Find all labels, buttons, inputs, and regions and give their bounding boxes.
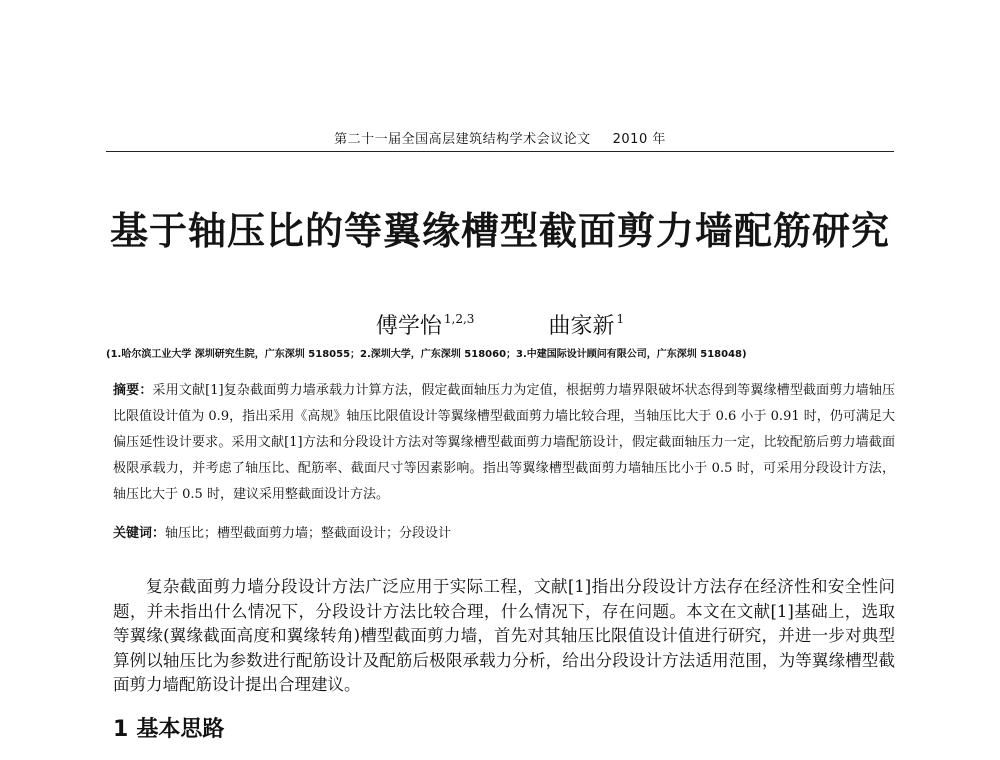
running-header: [106, 128, 894, 147]
intro-paragraph: 复杂截面剪力墙分段设计方法广泛应用于实际工程，文献[1]指出分段设计方法存在经济性和安全性问题，并未指出什么情况下，分段设计方法比较合理，什么情况下，存在问题。本文在文献[1]基础上，选取等翼缘(翼缘截面高度和翼缘转角)槽型截面剪力墙，首先对其轴压比限值设计值进行研究，并进一步对典型算例以轴压比为参数进行配筋设计及配筋后极限承载力分析，给出分段设计方法适用范围，为等翼缘槽型截面剪力墙配筋设计提出合理建议。: [113, 577, 895, 694]
affiliations: (1.哈尔滨工业大学 深圳研究生院，广东深圳 518055；2.深圳大学，广东深圳 518060；3.中建国际设计顾问有限公司，广东深圳 518048): [106, 349, 747, 360]
paper-title: 基于轴压比的等翼缘槽型截面剪力墙配筋研究: [109, 209, 890, 253]
abstract-label: 摘要：: [113, 383, 153, 398]
section-heading: [113, 712, 224, 743]
author-list: [0, 309, 1000, 340]
conference-name: 第二十一届全国高层建筑结构学术会议论文: [334, 132, 591, 147]
author-2-affil: 1: [616, 312, 625, 326]
section-number: 1: [113, 717, 129, 742]
abstract: [113, 378, 895, 508]
author-1-affil: 1,2,3: [443, 312, 475, 326]
conference-year: 2010 年: [612, 132, 666, 147]
header-rule: [106, 151, 894, 152]
author-2: [548, 309, 624, 340]
section-title: 基本思路: [136, 717, 225, 742]
abstract-text: 采用文献[1]复杂截面剪力墙承载力计算方法，假定截面轴压力为定值，根据剪力墙界限破坏状态得到等翼缘槽型截面剪力墙轴压比限值设计值为 0.9，指出采用《高规》轴压比限值设计等翼缘槽型截面剪力墙比较合理，当轴压比大于 0.6 小于 0.91 时，仍可满足大偏压延性设计要求。采用文献[1]方法和分段设计方法对等翼缘槽型截面剪力墙配筋设计，假定截面轴压力一定，比较配筋后剪力墙截面极限承载力，并考虑了轴压比、配筋率、截面尺寸等因素影响。指出等翼缘槽型截面剪力墙轴压比小于 0.5 时，可采用分段设计方法，轴压比大于 0.5 时，建议采用整截面设计方法。: [113, 383, 895, 502]
keywords-label: 关键词：: [113, 526, 166, 541]
keywords-text: 轴压比；槽型截面剪力墙；整截面设计；分段设计: [165, 526, 452, 541]
keywords: [113, 523, 895, 545]
author-1: [376, 309, 475, 340]
author-1-name: 傅学怡: [375, 314, 442, 339]
author-2-name: 曲家新: [548, 314, 615, 339]
